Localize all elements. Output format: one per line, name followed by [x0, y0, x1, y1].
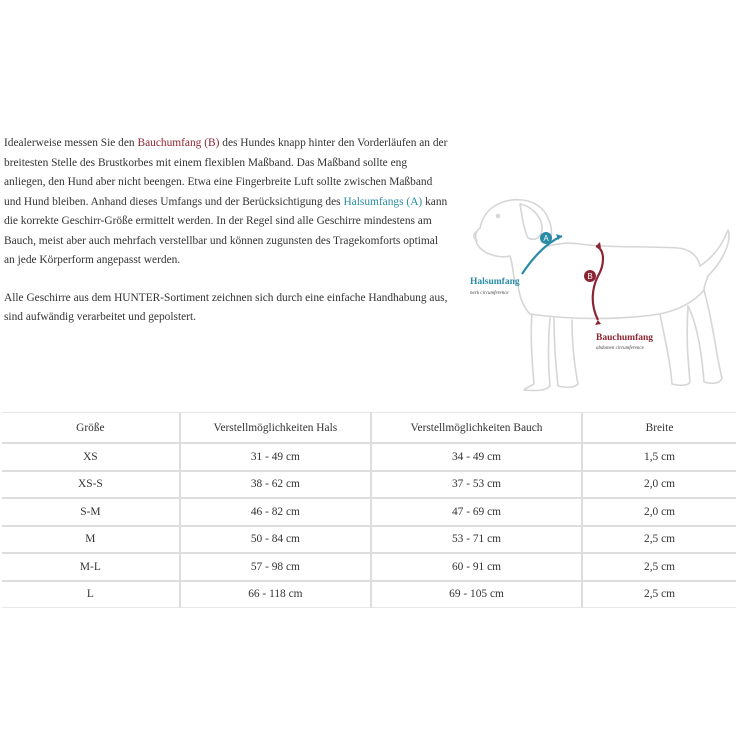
table-row	[2, 443, 736, 471]
col-header-width: Breite	[582, 413, 736, 444]
cell-width: 2,5 cm	[582, 581, 736, 608]
cell-width: 2,5 cm	[582, 526, 736, 554]
col-header-neck: Verstellmöglichkeiten Hals	[180, 413, 371, 444]
marker-b-label: B	[587, 272, 593, 281]
table-row	[2, 526, 736, 554]
col-header-size: Größe	[2, 413, 180, 444]
cell-belly: 69 - 105 cm	[371, 581, 582, 608]
cell-width: 2,0 cm	[582, 498, 736, 526]
cell-size: S-M	[2, 498, 180, 526]
intro-paragraph-2: Alle Geschirre aus dem HUNTER-Sortiment zeichnen sich durch eine einfache Handhabung aus, sind aufwändig verarbeitet und gepolstert.	[4, 291, 448, 323]
dog-measurement-diagram	[450, 186, 736, 402]
size-table	[2, 412, 736, 608]
neck-sublabel: neck circumference	[470, 291, 509, 296]
cell-neck: 57 - 98 cm	[180, 553, 371, 581]
intro-paragraph-1	[4, 134, 449, 271]
cell-belly: 47 - 69 cm	[371, 498, 582, 526]
cell-neck: 66 - 118 cm	[180, 581, 371, 608]
table-header-row	[2, 413, 736, 444]
cell-size: XS	[2, 443, 180, 471]
dog-outline	[474, 200, 729, 391]
cell-neck: 38 - 62 cm	[180, 471, 371, 499]
cell-belly: 53 - 71 cm	[371, 526, 582, 554]
cell-size: L	[2, 581, 180, 608]
belly-term: Bauchumfang (B)	[137, 137, 220, 149]
table-row	[2, 581, 736, 608]
belly-sublabel: abdomen circumference	[596, 346, 644, 351]
intro-text-part: Idealerweise messen Sie den	[4, 137, 138, 149]
cell-belly: 60 - 91 cm	[371, 553, 582, 581]
table-row	[2, 498, 736, 526]
cell-size: M	[2, 526, 180, 554]
cell-width: 2,0 cm	[582, 471, 736, 499]
cell-neck: 50 - 84 cm	[180, 526, 371, 554]
cell-neck: 46 - 82 cm	[180, 498, 371, 526]
cell-belly: 37 - 53 cm	[371, 471, 582, 499]
col-header-belly: Verstellmöglichkeiten Bauch	[371, 413, 582, 444]
cell-neck: 31 - 49 cm	[180, 443, 371, 471]
cell-size: XS-S	[2, 471, 180, 499]
cell-size: M-L	[2, 553, 180, 581]
intro-text	[4, 134, 449, 328]
neck-label: Halsumfang	[470, 277, 520, 287]
marker-a-label: A	[543, 234, 549, 243]
table-row	[2, 553, 736, 581]
cell-belly: 34 - 49 cm	[371, 443, 582, 471]
belly-measure-marker	[584, 242, 603, 325]
neck-term: Halsumfangs (A)	[343, 195, 423, 208]
table-row	[2, 471, 736, 499]
intro-text-part: kann die korrekte Geschirr-Größe ermittelt werden. In der Regel sind alle Geschirre mindestens am Bauch, meist aber auch mehrfach verstellbar und können zugunsten des Tragekomforts optimal an jede Körperform angepasst werden.	[4, 195, 448, 266]
intro-text-part: des Hundes knapp hinter den Vorderläufen an der breitesten Stelle des Brustkorbes mit einem flexiblen Maßband. Das Maßband sollte eng anliegen, den Hund aber nicht beengen. Etwa eine Fingerbreite Luft sollte zwischen Maßband und Hund bleiben. Anhand dieses Umfangs und der Berücksichtigung des	[4, 137, 448, 208]
belly-label: Bauchumfang	[596, 333, 654, 343]
cell-width: 1,5 cm	[582, 443, 736, 471]
cell-width: 2,5 cm	[582, 553, 736, 581]
